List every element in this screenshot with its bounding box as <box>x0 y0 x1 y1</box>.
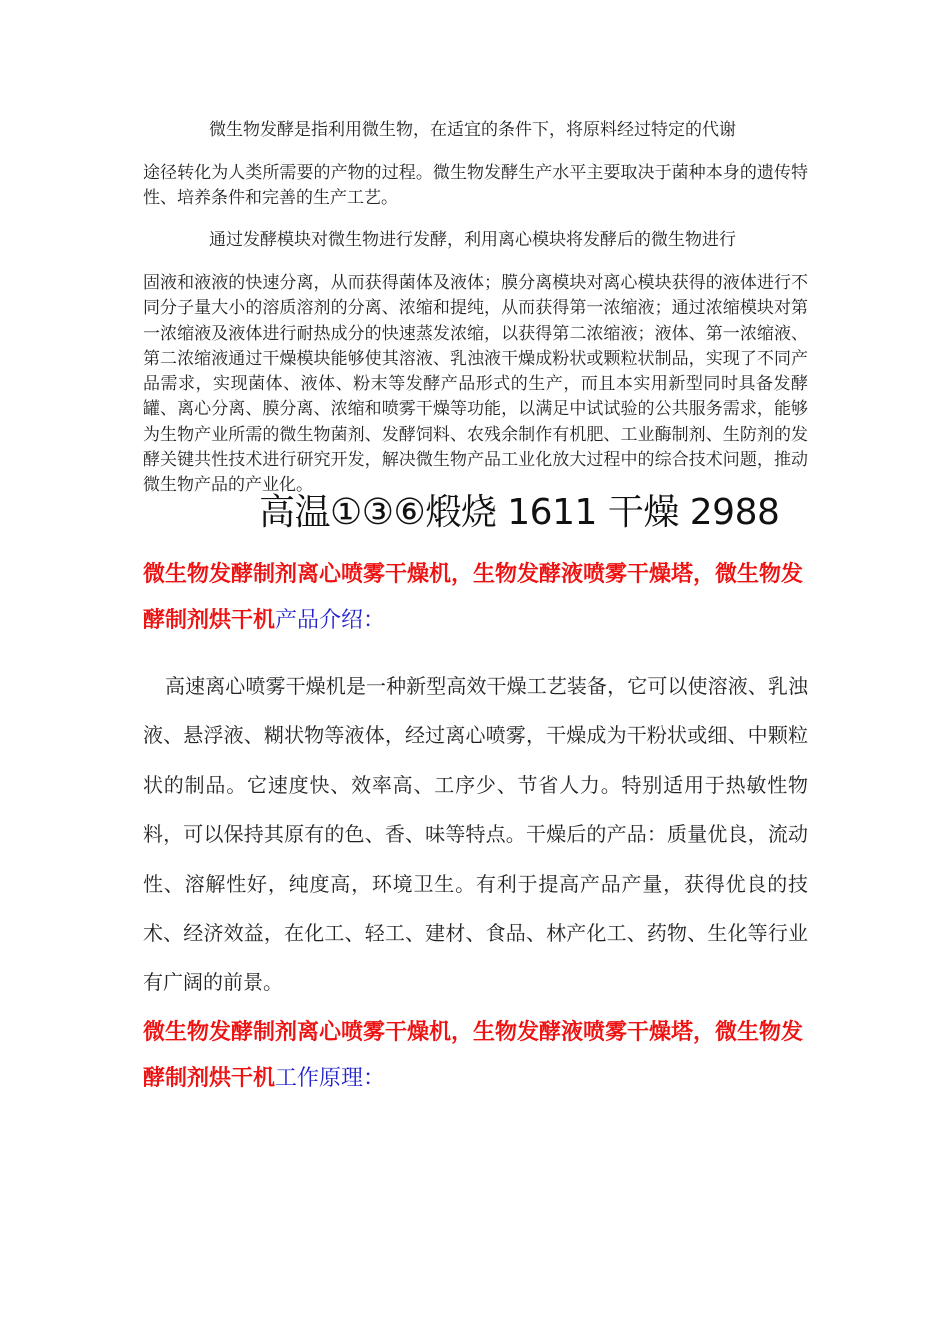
paragraph-module-process <box>143 227 808 499</box>
paragraph-first-line: 通过发酵模块对微生物进行发酵，利用离心模块将发酵后的微生物进行 <box>209 230 736 250</box>
heading-section-label: 产品介绍： <box>275 608 386 633</box>
heading-section-label: 工作原理： <box>275 1066 386 1091</box>
heading-product-name: 微生物发酵制剂离心喷雾干燥机，生物发酵液喷雾干燥塔，微生物发酵制剂烘干机 <box>143 562 804 633</box>
section-heading-working-principle <box>143 1010 811 1102</box>
paragraph-body: 固液和液液的快速分离，从而获得菌体及液体；膜分离模块对离心模块获得的液体进行不同分子量大小的溶质溶剂的分离、浓缩和提纯，从而获得第一浓缩液；通过浓缩模块对第一浓缩液及液体进行耐热成分的快速蒸发浓缩，以获得第二浓缩液；液体、第一浓缩液、第二浓缩液通过干燥模块能够使其溶液、乳浊液干燥成粉状或颗粒状制品，实现了不同产品需求，实现菌体、液体、粉末等发酵产品形式的生产，而且本实用新型同时具备发酵罐、离心分离、膜分离、浓缩和喷雾干燥等功能，以满足中试试验的公共服务需求，能够为生物产业所需的微生物菌剂、发酵饲料、农残余制作有机肥、工业酶制剂、生防剂的发酵关键共性技术进行研究开发，解决微生物产品工业化放大过程中的综合技术问题，推动微生物产品的产业化。 <box>143 273 808 496</box>
heading-product-name: 微生物发酵制剂离心喷雾干燥机，生物发酵液喷雾干燥塔，微生物发酵制剂烘干机 <box>143 1020 804 1091</box>
section-heading-product-intro <box>143 552 811 644</box>
watermark-overlay-text: 高温①③⑥煅烧 1611 干燥 2988 <box>259 492 780 533</box>
paragraph-product-intro: 高速离心喷雾干燥机是一种新型高效干燥工艺装备，它可以使溶液、乳浊液、悬浮液、糊状物等液体，经过离心喷雾，干燥成为干粉状或细、中颗粒状的制品。它速度快、效率高、工序少、节省人力。特别适用于热敏性物料，可以保持其原有的色、香、味等特点。干燥后的产品：质量优良，流动性、溶解性好，纯度高，环境卫生。有利于提高产品产量，获得优良的技术、经济效益，在化工、轻工、建材、食品、林产化工、药物、生化等行业有广阔的前景。 <box>143 674 808 995</box>
paragraph-fermentation-definition <box>143 117 808 211</box>
paragraph-first-line: 微生物发酵是指利用微生物，在适宜的条件下，将原料经过特定的代谢 <box>209 120 736 140</box>
paragraph-body: 途径转化为人类所需要的产物的过程。微生物发酵生产水平主要取决于菌种本身的遗传特性、培养条件和完善的生产工艺。 <box>143 163 808 208</box>
